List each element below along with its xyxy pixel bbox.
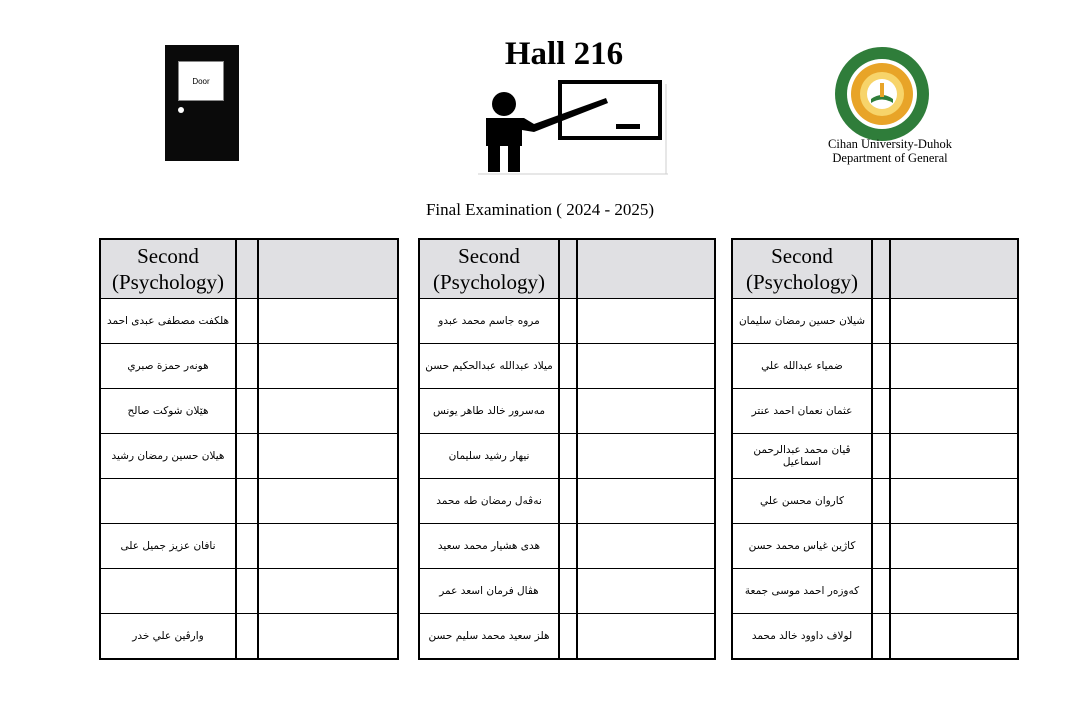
student-name: هێلان شوكت صالح [100, 389, 236, 434]
student-name: نافان عزيز جميل على [100, 524, 236, 569]
blank-cell [890, 239, 1018, 299]
separator-cell [236, 569, 258, 614]
table-row [419, 299, 715, 344]
table-row [732, 614, 1018, 660]
student-name: هونەر حمزة صبري [100, 344, 236, 389]
door-label: Door [178, 61, 224, 101]
blank-cell [258, 344, 398, 389]
student-name: هلز سعيد محمد سليم حسن [419, 614, 559, 660]
student-name: هلكفت مصطفى عبدى احمد [100, 299, 236, 344]
separator-cell [872, 239, 890, 299]
student-name: هدى هشيار محمد سعيد [419, 524, 559, 569]
table-row [732, 344, 1018, 389]
blank-cell [577, 569, 715, 614]
student-name: ڤيان محمد عبدالرحمن اسماعيل [732, 434, 872, 479]
separator-cell [872, 344, 890, 389]
blank-cell [890, 479, 1018, 524]
table-row [100, 614, 398, 660]
student-name: وارڤين علي خدر [100, 614, 236, 660]
blank-cell [258, 434, 398, 479]
separator-cell [559, 479, 577, 524]
separator-cell [559, 434, 577, 479]
door-knob [178, 107, 184, 113]
table-row [419, 479, 715, 524]
student-name: هڤال فرمان اسعد عمر [419, 569, 559, 614]
blank-cell [890, 524, 1018, 569]
table-row [419, 389, 715, 434]
student-name [100, 479, 236, 524]
separator-cell [236, 614, 258, 660]
blank-cell [577, 524, 715, 569]
table-row [732, 389, 1018, 434]
table-row [732, 569, 1018, 614]
separator-cell [559, 239, 577, 299]
student-name: نەڤەل رمضان طه محمد [419, 479, 559, 524]
separator-cell [872, 614, 890, 660]
separator-cell [559, 569, 577, 614]
student-name: ميلاد عبدالله عبدالحكيم حسن [419, 344, 559, 389]
separator-cell [559, 299, 577, 344]
blank-cell [258, 389, 398, 434]
blank-cell [890, 389, 1018, 434]
blank-cell [890, 614, 1018, 660]
student-name: مەسرور خالد طاهر يونس [419, 389, 559, 434]
separator-cell [872, 299, 890, 344]
table-row [100, 569, 398, 614]
table-row [732, 434, 1018, 479]
seat-table-left [99, 238, 399, 660]
table-row [419, 344, 715, 389]
blank-cell [890, 344, 1018, 389]
separator-cell [559, 524, 577, 569]
separator-cell [872, 524, 890, 569]
table-row [100, 389, 398, 434]
separator-cell [872, 479, 890, 524]
university-caption [790, 137, 990, 165]
blank-cell [890, 299, 1018, 344]
student-name [100, 569, 236, 614]
door-image [165, 45, 239, 161]
student-name: كاژين غياس محمد حسن [732, 524, 872, 569]
separator-cell [236, 389, 258, 434]
student-name: كەوزەر احمد موسى جمعة [732, 569, 872, 614]
table-row [732, 299, 1018, 344]
table-row [100, 524, 398, 569]
table-row [100, 479, 398, 524]
student-name: ضمياء عبدالله علي [732, 344, 872, 389]
blank-cell [577, 614, 715, 660]
table-row [100, 434, 398, 479]
separator-cell [872, 389, 890, 434]
blank-cell [890, 569, 1018, 614]
student-name: عثمان نعمان احمد عنتر [732, 389, 872, 434]
separator-cell [236, 344, 258, 389]
blank-cell [258, 569, 398, 614]
blank-cell [258, 299, 398, 344]
blank-cell [258, 614, 398, 660]
table-row [100, 344, 398, 389]
blank-cell [258, 524, 398, 569]
blank-cell [577, 389, 715, 434]
group-header: Second (Psychology) [732, 239, 872, 299]
separator-cell [559, 344, 577, 389]
university-logo [833, 45, 931, 143]
table-row [732, 479, 1018, 524]
student-name: مروه جاسم محمد عبدو [419, 299, 559, 344]
separator-cell [559, 389, 577, 434]
university-name: Cihan University-Duhok [828, 137, 952, 151]
table-row [732, 524, 1018, 569]
student-name: هيلان حسين رمضان رشيد [100, 434, 236, 479]
blank-cell [577, 344, 715, 389]
separator-cell [236, 524, 258, 569]
table-header [732, 239, 1018, 299]
table-row [100, 299, 398, 344]
blank-cell [890, 434, 1018, 479]
student-name: نيهار رشيد سليمان [419, 434, 559, 479]
hall-title: Hall 216 [504, 36, 624, 72]
exam-title: Final Examination ( 2024 - 2025) [425, 200, 655, 219]
separator-cell [872, 434, 890, 479]
table-header [100, 239, 398, 299]
blank-cell [577, 434, 715, 479]
table-row [419, 524, 715, 569]
separator-cell [559, 614, 577, 660]
separator-cell [236, 434, 258, 479]
seat-table-middle [418, 238, 716, 660]
student-name: لولاف داوود خالد محمد [732, 614, 872, 660]
blank-cell [258, 239, 398, 299]
blank-cell [577, 479, 715, 524]
separator-cell [872, 569, 890, 614]
student-name: شيلان حسين رمضان سليمان [732, 299, 872, 344]
blank-cell [258, 479, 398, 524]
table-row [419, 569, 715, 614]
teacher-board-icon [478, 78, 670, 176]
group-header: Second (Psychology) [419, 239, 559, 299]
table-row [419, 434, 715, 479]
separator-cell [236, 299, 258, 344]
table-header [419, 239, 715, 299]
group-header: Second (Psychology) [100, 239, 236, 299]
blank-cell [577, 239, 715, 299]
department-name: Department of General [832, 151, 948, 165]
separator-cell [236, 479, 258, 524]
separator-cell [236, 239, 258, 299]
table-row [419, 614, 715, 660]
blank-cell [577, 299, 715, 344]
seat-table-right [731, 238, 1019, 660]
student-name: كاروان محسن علي [732, 479, 872, 524]
